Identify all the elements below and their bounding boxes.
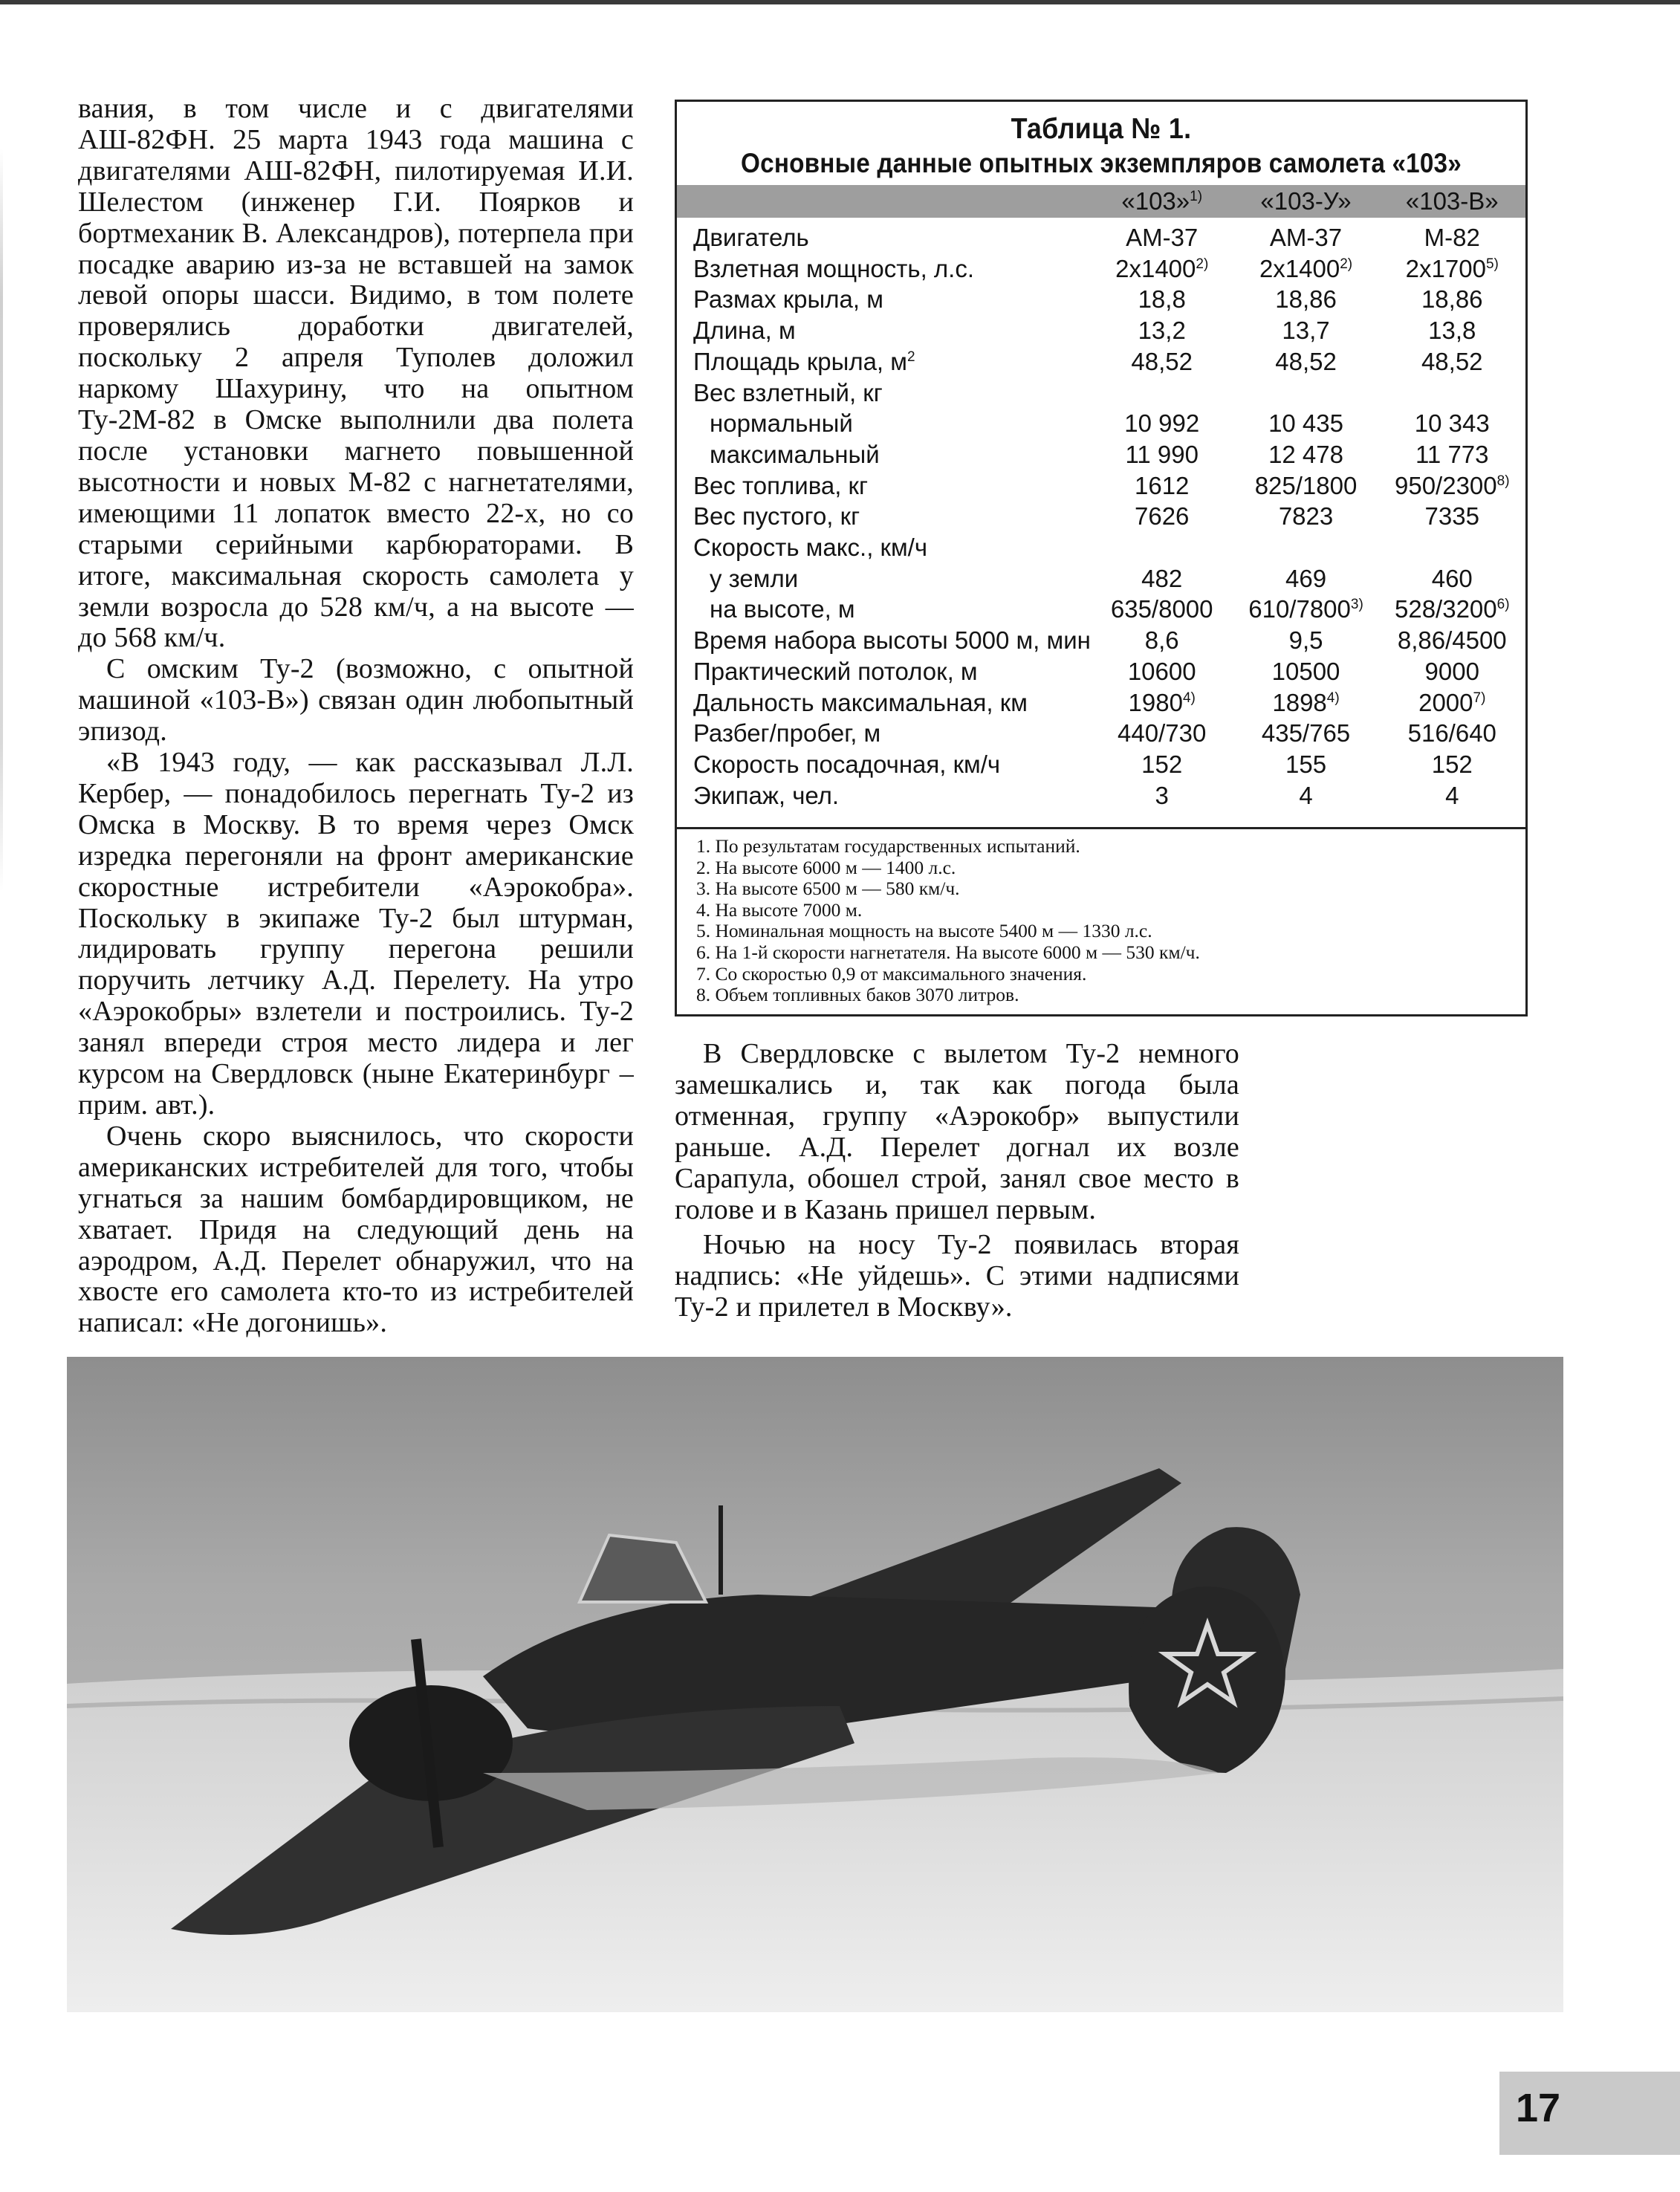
row-value-col1: 3 bbox=[1155, 781, 1169, 809]
row-value-col1 bbox=[1091, 532, 1233, 563]
aircraft-photo bbox=[67, 1357, 1563, 2012]
footnote: 6. На 1-й скорости нагнетателя. На высоте 6000 м — 530 км/ч. bbox=[696, 941, 1200, 963]
row-value-col3: 18,86 bbox=[1421, 285, 1483, 314]
paragraph-1: вания, в том числе и с двигателями АШ-82ФН. 25 марта 1943 года машина с двигателями АШ-82ФН, пилотируемая И.И. Шелестом (инженер Г.И. Поярков и бортмеханик В. Александров), потерпела при посадке аварию из-за не вставшей на замок левой опоры шасси. Видимо, в том полете проверялись доработки двигателей, поскольку 2 апреля Туполев доложил наркому Шахурину, что на опытном Ту-2М-82 в Омске выполнили два полета после установки магнето повышенной высотности и новых М-82 с нагнетателями, имеющими 11 лопаток вместо 22-х, но со старыми серийными карбюраторами. В итоге, максимальная скорость самолета у земли возросла до 528 км/ч, а на высоте — до 568 км/ч. bbox=[78, 93, 634, 654]
table-title bbox=[677, 112, 1525, 181]
footnote: 7. Со скоростью 0,9 от максимального значения. bbox=[696, 962, 1087, 985]
row-value-col2: 610/7800$^{3)}$ bbox=[1248, 595, 1363, 623]
row-value-col2: 48,52 bbox=[1275, 347, 1337, 375]
row-value-col1: АМ-37 bbox=[1126, 224, 1199, 251]
row-label: Вес топлива, кг bbox=[693, 471, 869, 499]
row-label: Время набора высоты 5000 м, мин bbox=[693, 626, 1091, 655]
row-label: Размах крыла, м bbox=[693, 285, 883, 314]
article-left-column bbox=[78, 94, 634, 1339]
row-value-col2: 12 478 bbox=[1268, 440, 1343, 468]
row-label: нормальный bbox=[710, 409, 853, 438]
table-row bbox=[677, 625, 1525, 656]
row-value-col1: 2x1400$^{2)}$ bbox=[1115, 254, 1209, 282]
paragraph-5: В Свердловске с вылетом Ту-2 немного замешкались и, так как погода была отменная, группу «Аэрокобр» выпустили раньше. А.Д. Перелет догнал их возле Сарапула, обошел строй, занял свое место в голове и в Казань пришел первым. bbox=[675, 1038, 1239, 1225]
row-label: Скорость макс., км/ч bbox=[693, 534, 928, 562]
row-value-col2: 2x1400$^{2)}$ bbox=[1259, 254, 1353, 282]
header-col-103v: «103-В» bbox=[1405, 187, 1499, 215]
paragraph-3: «В 1943 году, — как рассказывал Л.Л. Кербер, — понадобилось перегнать Ту-2 из Омска в Москву. В то время через Омск изредка перегоняли на фронт американские скоростные истребители «Аэрокобра». Поскольку в экипаже Ту-2 был штурман, лидировать группу перегона решили поручить летчику А.Д. Перелету. На утро «Аэрокобры» взлетели и построились. Ту-2 занял впереди строя место лидера и лег курсом на Свердловск (ныне Екатеринбург – прим. авт.). bbox=[78, 747, 634, 1121]
row-value-col1: 1980$^{4)}$ bbox=[1128, 688, 1196, 716]
row-value-col3: 4 bbox=[1445, 781, 1459, 809]
row-value-col3: 11 773 bbox=[1415, 440, 1489, 468]
table-row bbox=[677, 253, 1525, 285]
specs-table-box bbox=[675, 100, 1528, 1016]
row-value-col2: 155 bbox=[1285, 750, 1327, 778]
row-value-col3: 8,86/4500 bbox=[1397, 626, 1507, 655]
row-value-col2: 18,86 bbox=[1275, 285, 1337, 314]
table-row bbox=[677, 594, 1525, 625]
footnote: 2. На высоте 6000 м — 1400 л.с. bbox=[696, 856, 956, 878]
table-row bbox=[677, 656, 1525, 687]
row-label: Дальность максимальная, км bbox=[693, 688, 1028, 716]
table-row bbox=[677, 718, 1525, 749]
specs-table bbox=[677, 185, 1525, 811]
row-value-col3: 950/2300$^{8)}$ bbox=[1394, 471, 1510, 499]
row-value-col1: 18,8 bbox=[1138, 285, 1186, 314]
row-value-col1: 48,52 bbox=[1131, 347, 1193, 375]
footnote: 8. Объем топливных баков 3070 литров. bbox=[696, 984, 1019, 1006]
row-label: Экипаж, чел. bbox=[693, 781, 840, 809]
row-label: на высоте, м bbox=[710, 595, 855, 623]
row-value-col2 bbox=[1233, 532, 1379, 563]
table-row bbox=[677, 218, 1525, 253]
row-value-col3: М-82 bbox=[1424, 224, 1480, 251]
table-row bbox=[677, 439, 1525, 470]
row-label: Взлетная мощность, л.с. bbox=[693, 254, 975, 282]
table-row bbox=[677, 501, 1525, 532]
table-row bbox=[677, 346, 1525, 377]
row-value-col2: 4 bbox=[1299, 781, 1313, 809]
row-label: у земли bbox=[710, 564, 799, 592]
row-value-col3: 2000$^{7)}$ bbox=[1418, 688, 1486, 716]
row-value-col1: 635/8000 bbox=[1110, 595, 1213, 623]
row-value-col1 bbox=[1091, 377, 1233, 409]
table-row bbox=[677, 532, 1525, 563]
row-value-col1: 7626 bbox=[1134, 502, 1190, 531]
footnote: 3. На высоте 6500 м — 580 км/ч. bbox=[696, 878, 960, 900]
paragraph-2: С омским Ту-2 (возможно, с опытной машиной «103-В») связан один любопытный эпизод. bbox=[78, 653, 634, 748]
paragraph-6: Ночью на носу Ту-2 появилась вторая надпись: «Не уйдешь». С этими надписями Ту-2 и прилетел в Москву». bbox=[675, 1229, 1239, 1323]
aircraft-photo-drawing bbox=[67, 1357, 1563, 2012]
header-col-103u: «103-У» bbox=[1260, 187, 1352, 215]
row-value-col3: 528/3200$^{6)}$ bbox=[1394, 595, 1510, 623]
table-row bbox=[677, 780, 1525, 811]
row-value-col3 bbox=[1379, 377, 1525, 409]
row-value-col2: 9,5 bbox=[1288, 626, 1323, 655]
paragraph-4: Очень скоро выяснилось, что скорости американских истребителей для того, чтобы угнаться за нашим бомбардировщиком, не хватает. Придя на следующий день на аэродром, А.Д. Перелет обнаружил, что на хвосте его самолета кто-то из истребителей написал: «Не догонишь». bbox=[78, 1120, 634, 1339]
row-value-col1: 152 bbox=[1141, 750, 1183, 778]
article-right-column bbox=[675, 1039, 1239, 1323]
row-value-col3: 13,8 bbox=[1428, 317, 1476, 345]
row-value-col2: 10 435 bbox=[1268, 409, 1343, 438]
row-value-col1: 1612 bbox=[1134, 471, 1190, 499]
row-value-col3 bbox=[1379, 532, 1525, 563]
row-value-col2: 1898$^{4)}$ bbox=[1272, 688, 1340, 716]
footnote: 4. На высоте 7000 м. bbox=[696, 898, 863, 921]
row-value-col1: 13,2 bbox=[1138, 317, 1186, 345]
table-header-row bbox=[677, 185, 1525, 218]
row-value-col1: 10 992 bbox=[1124, 409, 1200, 438]
row-value-col3: 9000 bbox=[1424, 657, 1479, 685]
row-value-col3: 10 343 bbox=[1414, 409, 1490, 438]
table-row bbox=[677, 408, 1525, 439]
header-col-103: «103»$^{1)}$ bbox=[1121, 187, 1203, 215]
table-title-line2: Основные данные опытных экземпляров самолета «103» bbox=[741, 148, 1462, 178]
table-row bbox=[677, 687, 1525, 719]
row-label: Площадь крыла, $м^2$ bbox=[693, 347, 915, 375]
row-label: Скорость посадочная, км/ч bbox=[693, 750, 1001, 778]
row-value-col1: 11 990 bbox=[1125, 440, 1199, 468]
row-value-col2: 825/1800 bbox=[1254, 471, 1358, 499]
table-row bbox=[677, 470, 1525, 502]
row-value-col3: 516/640 bbox=[1407, 719, 1496, 748]
footnote: 1. По результатам государственных испытаний. bbox=[696, 835, 1080, 857]
scan-edge-shadow bbox=[0, 149, 3, 892]
row-value-col1: 8,6 bbox=[1144, 626, 1179, 655]
table-row bbox=[677, 377, 1525, 409]
row-value-col3: 2x1700$^{5)}$ bbox=[1405, 254, 1499, 282]
page-number: 17 bbox=[1516, 2086, 1561, 2130]
row-value-col1: 482 bbox=[1141, 564, 1183, 592]
row-label: Практический потолок, м bbox=[693, 657, 978, 685]
footnote: 5. Номинальная мощность на высоте 5400 м — 1330 л.с. bbox=[696, 920, 1152, 942]
table-row bbox=[677, 284, 1525, 315]
row-value-col2: 435/765 bbox=[1261, 719, 1351, 748]
table-row bbox=[677, 563, 1525, 594]
row-value-col1: 440/730 bbox=[1118, 719, 1207, 748]
row-value-col3: 460 bbox=[1431, 564, 1473, 592]
row-label: Двигатель bbox=[693, 224, 809, 251]
row-value-col2: 7823 bbox=[1278, 502, 1334, 531]
table-title-line1: Таблица № 1. bbox=[1011, 113, 1192, 145]
notes-divider bbox=[677, 827, 1525, 829]
row-value-col2: 10500 bbox=[1271, 657, 1340, 685]
table-row bbox=[677, 315, 1525, 346]
row-value-col2: АМ-37 bbox=[1269, 224, 1343, 251]
table-row bbox=[677, 749, 1525, 780]
row-label: Длина, м bbox=[693, 317, 796, 345]
row-value-col2: 13,7 bbox=[1282, 317, 1330, 345]
row-label: Вес взлетный, кг bbox=[693, 378, 883, 406]
row-value-col2 bbox=[1233, 377, 1379, 409]
header-empty bbox=[677, 185, 1091, 218]
row-label: Вес пустого, кг bbox=[693, 502, 860, 531]
row-label: максимальный bbox=[710, 440, 880, 468]
page-top-rule bbox=[0, 0, 1680, 4]
row-label: Разбег/пробег, м bbox=[693, 719, 881, 748]
row-value-col2: 469 bbox=[1285, 564, 1327, 592]
row-value-col1: 10600 bbox=[1127, 657, 1196, 685]
row-value-col3: 48,52 bbox=[1421, 347, 1483, 375]
table-footnotes bbox=[696, 836, 1514, 1006]
row-value-col3: 152 bbox=[1431, 750, 1473, 778]
row-value-col3: 7335 bbox=[1424, 502, 1479, 531]
